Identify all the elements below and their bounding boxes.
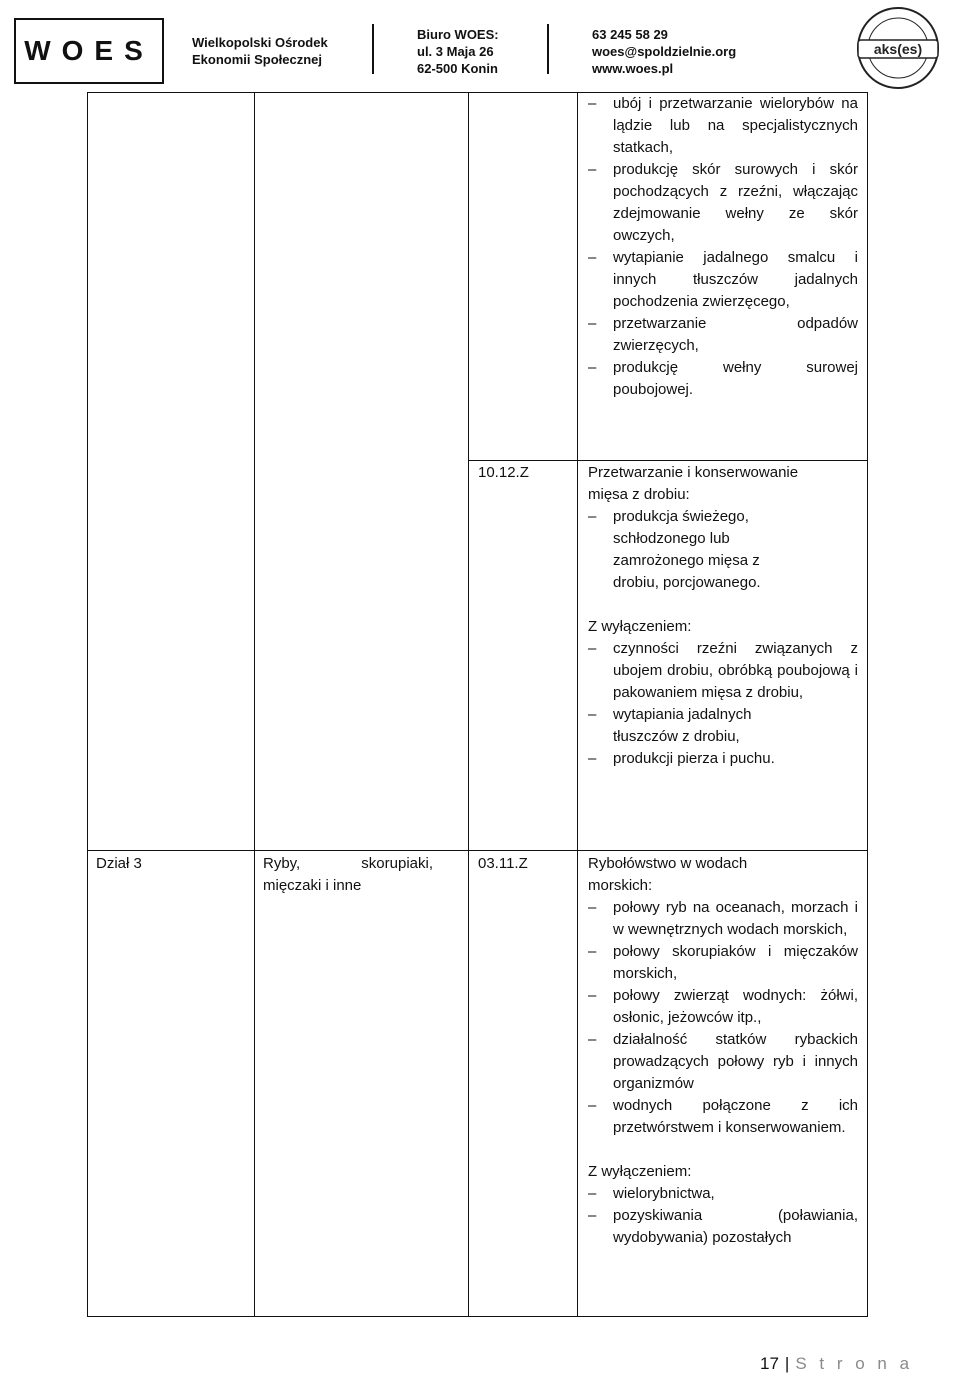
page-number: 17 [760, 1354, 779, 1373]
pkd-code: 10.12.Z [478, 464, 529, 481]
list-item: – działalność statków rybackich prowadzących połowy ryb i innych organizmów [588, 1029, 858, 1095]
table-border [87, 92, 88, 1317]
website: www.woes.pl [592, 61, 674, 76]
org-name-line1: Wielkopolski Ośrodek [192, 35, 328, 50]
page-header [0, 0, 960, 92]
exclusion-label: Z wyłączeniem: [588, 1163, 692, 1180]
address-line3: 62-500 Konin [417, 61, 498, 76]
row1-description [588, 93, 858, 401]
list-item: – ubój i przetwarzanie wielorybów na lądzie lub na specjalistycznych statkach, [588, 93, 858, 159]
list-item: – wytapiania jadalnych tłuszczów z drobiu, [588, 704, 773, 748]
list-item: – produkcję skór surowych i skór pochodzących z rzeźni, włączając zdejmowanie wełny ze skór owczych, [588, 159, 858, 247]
list-item: – produkcję wełny surowej poubojowej. [588, 357, 858, 401]
list-item: – wielorybnictwa, [588, 1183, 858, 1205]
header-divider [547, 24, 549, 74]
list-item: – pozyskiwania (poławiania, wydobywania) pozostałych [588, 1205, 858, 1249]
woes-logo [14, 18, 164, 84]
exclusion-label: Z wyłączeniem: [588, 618, 692, 635]
section-name: Ryby, skorupiaki, mięczaki i inne [263, 855, 433, 894]
column-divider [254, 92, 255, 1317]
address-line1: Biuro WOES: [417, 27, 499, 42]
seal-text: aks(es) [873, 41, 923, 57]
list-item: – wodnych połączone z ich przetwórstwem i konserwowaniem. [588, 1095, 858, 1139]
activity-title: Rybołówstwo w wodach morskich: [588, 855, 748, 894]
list-item: – czynności rzeźni związanych z ubojem drobiu, obróbką poubojową i pakowaniem mięsa z drobiu, [588, 638, 858, 704]
table-border [867, 92, 868, 1317]
row-divider [87, 850, 868, 851]
table-border [87, 1316, 868, 1317]
row-divider [468, 460, 868, 461]
akses-seal-logo [838, 4, 956, 94]
page-label: S t r o n a [795, 1354, 914, 1373]
email: woes@spoldzielnie.org [592, 44, 737, 59]
section-label: Dział 3 [96, 855, 142, 872]
footer-separator: | [784, 1354, 790, 1373]
list-item: – produkcji pierza i puchu. [588, 748, 858, 770]
row2-description [588, 462, 858, 770]
phone: 63 245 58 29 [592, 27, 668, 42]
org-name-line2: Ekonomii Społecznej [192, 52, 323, 67]
list-item: – produkcja świeżego, schłodzonego lub zamrożonego mięsa z drobiu, porcjowanego. [588, 506, 778, 594]
header-divider [372, 24, 374, 74]
list-item: – wytapianie jadalnego smalcu i innych tłuszczów jadalnych pochodzenia zwierzęcego, [588, 247, 858, 313]
pkd-code: 03.11.Z [478, 855, 528, 872]
office-address [417, 26, 499, 77]
list-item: – połowy skorupiaków i mięczaków morskich, [588, 941, 858, 985]
contact-info [592, 26, 736, 77]
page-footer [760, 1354, 913, 1374]
column-divider [577, 92, 578, 1317]
row3-description [588, 853, 858, 1249]
column-divider [468, 92, 469, 1317]
address-line2: ul. 3 Maja 26 [417, 44, 494, 59]
list-item: – połowy ryb na oceanach, morzach i w wewnętrznych wodach morskich, [588, 897, 858, 941]
logo-text: WOES [24, 35, 154, 66]
activity-title: Przetwarzanie i konserwowanie mięsa z drobiu: [588, 464, 799, 503]
organization-name [192, 34, 328, 68]
list-item: – przetwarzanie odpadów zwierzęcych, [588, 313, 858, 357]
list-item: – połowy zwierząt wodnych: żółwi, osłonic, jeżowców itp., [588, 985, 858, 1029]
